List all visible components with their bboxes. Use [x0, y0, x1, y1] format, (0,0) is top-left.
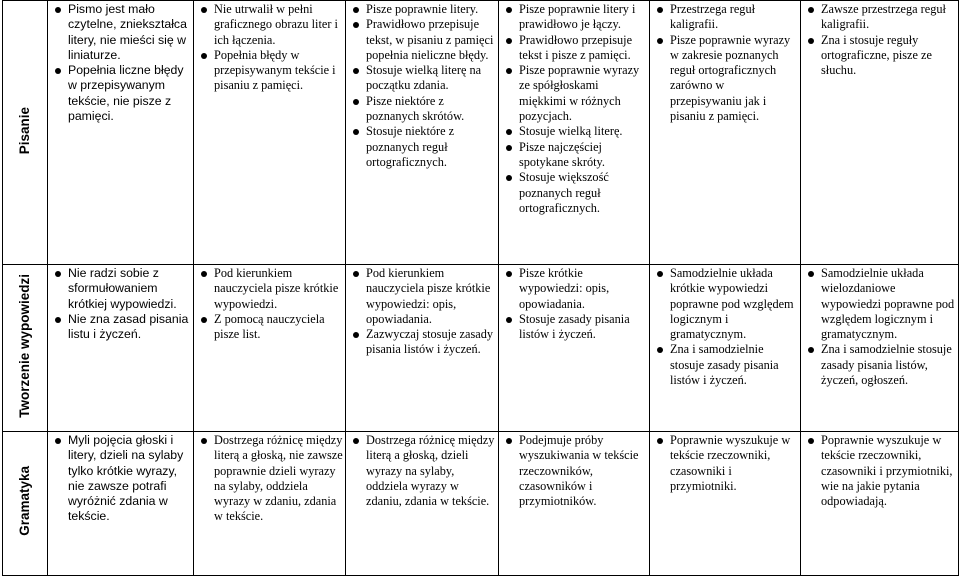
list-item: Pisze najczęściej spotykane skróty. — [519, 140, 647, 171]
criteria-list — [350, 266, 496, 358]
list-item: Popełnia błędy w przepisywanym tekście i pisaniu z pamięci. — [214, 48, 343, 94]
list-item: Stosuje zasady pisania listów i życzeń. — [519, 312, 647, 343]
row-header-label: Gramatyka — [17, 466, 32, 537]
list-item: Pisze krótkie wypowiedzi: opis, opowiadania. — [519, 266, 647, 312]
list-item: Nie radzi sobie z sformułowaniem krótkiej wypowiedzi. — [68, 266, 191, 312]
list-item: Stosuje większość poznanych reguł ortograficznych. — [519, 170, 647, 216]
criteria-cell — [499, 432, 650, 576]
criteria-list — [198, 433, 343, 525]
list-item: Zna i stosuje reguły ortograficzne, pisze ze słuchu. — [821, 33, 956, 79]
list-item: Pisze poprawnie litery. — [366, 2, 496, 17]
list-item: Przestrzega reguł kaligrafii. — [670, 2, 798, 33]
criteria-list — [198, 266, 343, 342]
table-row — [3, 432, 959, 576]
list-item: Pod kierunkiem nauczyciela pisze krótkie wypowiedzi: opis, opowiadania. — [366, 266, 496, 327]
criteria-list — [52, 266, 191, 342]
criteria-list — [198, 2, 343, 94]
list-item: Prawidłowo przepisuje tekst, w pisaniu z pamięci popełnia nieliczne błędy. — [366, 17, 496, 63]
criteria-list — [350, 2, 496, 170]
list-item: Popełnia liczne błędy w przepisywanym tekście, nie pisze z pamięci. — [68, 63, 191, 124]
list-item: Pisze poprawnie wyrazy ze spółgłoskami miękkimi w różnych pozycjach. — [519, 63, 647, 124]
criteria-list — [805, 266, 956, 388]
list-item: Samodzielnie układa krótkie wypowiedzi poprawne pod względem logicznym i gramatycznym. — [670, 266, 798, 342]
criteria-cell — [194, 1, 346, 265]
list-item: Stosuje niektóre z poznanych reguł ortograficznych. — [366, 124, 496, 170]
criteria-cell — [801, 265, 959, 432]
criteria-cell — [650, 432, 801, 576]
criteria-list — [503, 433, 647, 509]
criteria-cell — [650, 265, 801, 432]
criteria-cell — [650, 1, 801, 265]
criteria-list — [350, 433, 496, 509]
list-item: Stosuje wielką literę na początku zdania. — [366, 63, 496, 94]
list-item: Nie utrwalił w pełni graficznego obrazu liter i ich łączenia. — [214, 2, 343, 48]
table-row — [3, 1, 959, 265]
table-row — [3, 265, 959, 432]
row-header — [3, 432, 48, 576]
list-item: Zna i samodzielnie stosuje zasady pisania listów i życzeń. — [670, 342, 798, 388]
list-item: Z pomocą nauczyciela pisze list. — [214, 312, 343, 343]
list-item: Dostrzega różnicę między literą a głoską, nie zawsze poprawnie dzieli wyrazy na sylaby, oddziela wyrazy w zdaniu, zdania w tekście. — [214, 433, 343, 524]
list-item: Poprawnie wyszukuje w tekście rzeczowniki, czasowniki i przymiotniki. — [670, 433, 798, 494]
criteria-cell — [346, 432, 499, 576]
criteria-cell — [801, 432, 959, 576]
list-item: Samodzielnie układa wielozdaniowe wypowiedzi poprawne pod względem logicznym i gramatycznym. — [821, 266, 955, 342]
list-item: Pisze poprawnie litery i prawidłowo je łączy. — [519, 2, 647, 33]
criteria-cell — [48, 432, 194, 576]
list-item: Pod kierunkiem nauczyciela pisze krótkie wypowiedzi. — [214, 266, 343, 312]
list-item: Dostrzega różnicę między literą a głoską, dzieli wyrazy na sylaby, oddziela wyrazy w zdaniu, zdania w tekście. — [366, 433, 495, 509]
list-item: Poprawnie wyszukuje w tekście rzeczowniki, czasowniki i przymiotniki, wie na jakie pytania odpowiadają. — [821, 433, 956, 509]
row-header-label: Pisanie — [17, 106, 32, 154]
criteria-list — [654, 266, 798, 388]
criteria-list — [805, 433, 956, 509]
list-item: Stosuje wielką literę. — [519, 124, 647, 139]
criteria-cell — [499, 1, 650, 265]
criteria-list — [654, 433, 798, 494]
criteria-list — [805, 2, 956, 78]
criteria-cell — [801, 1, 959, 265]
list-item: Zna i samodzielnie stosuje zasady pisania listów, życzeń, ogłoszeń. — [821, 342, 956, 388]
list-item: Nie zna zasad pisania listu i życzeń. — [68, 312, 191, 343]
list-item: Podejmuje próby wyszukiwania w tekście rzeczowników, czasowników i przymiotników. — [519, 433, 647, 509]
assessment-criteria-table — [2, 0, 959, 576]
list-item: Zazwyczaj stosuje zasady pisania listów i życzeń. — [366, 327, 496, 358]
criteria-cell — [48, 1, 194, 265]
criteria-cell — [499, 265, 650, 432]
criteria-cell — [194, 432, 346, 576]
list-item: Prawidłowo przepisuje tekst i pisze z pamięci. — [519, 33, 647, 64]
criteria-list — [52, 433, 191, 525]
list-item: Myli pojęcia głoski i litery, dzieli na sylaby tylko krótkie wyrazy, nie zawsze potrafi wyróżnić zdania w tekście. — [68, 433, 191, 525]
criteria-list — [52, 2, 191, 124]
criteria-cell — [194, 265, 346, 432]
criteria-list — [503, 266, 647, 342]
criteria-cell — [48, 265, 194, 432]
row-header — [3, 1, 48, 265]
criteria-cell — [346, 1, 499, 265]
criteria-list — [503, 2, 647, 216]
row-header-label: Tworzenie wypowiedzi — [17, 273, 32, 418]
list-item: Pismo jest mało czytelne, zniekształca litery, nie mieści się w liniaturze. — [68, 2, 191, 63]
criteria-list — [654, 2, 798, 124]
row-header — [3, 265, 48, 432]
list-item: Pisze niektóre z poznanych skrótów. — [366, 94, 496, 125]
list-item: Pisze poprawnie wyrazy w zakresie poznanych reguł ortograficznych zarówno w przepisywaniu jak i pisaniu z pamięci. — [670, 33, 798, 125]
list-item: Zawsze przestrzega reguł kaligrafii. — [821, 2, 956, 33]
criteria-cell — [346, 265, 499, 432]
